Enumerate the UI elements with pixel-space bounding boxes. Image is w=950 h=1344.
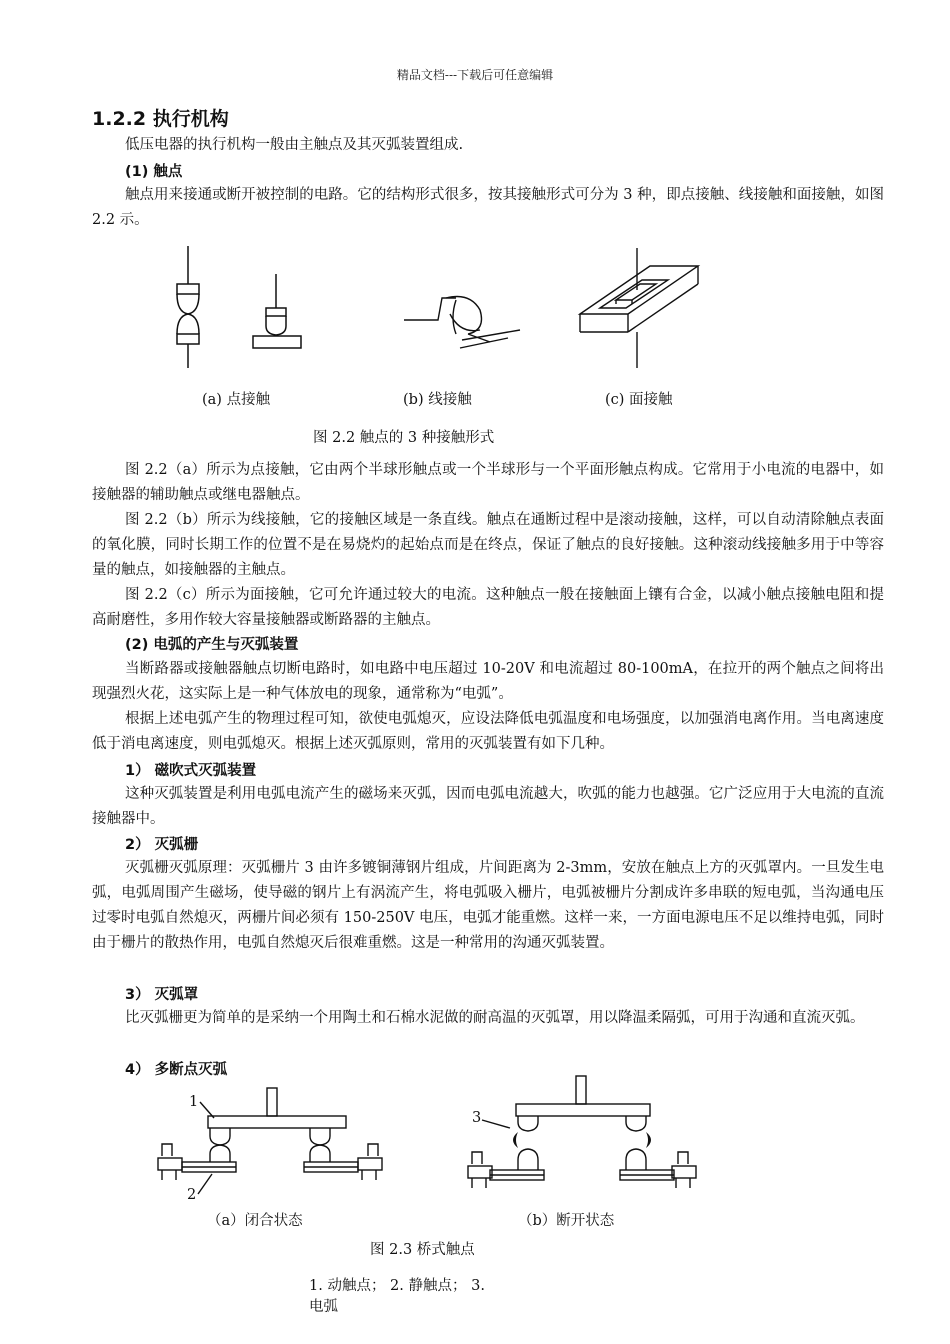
figure-2-2-label-c: (c) 面接触: [605, 392, 673, 408]
arc-paragraph-1: 当断路器或接触器触点切断电路时，如电路中电压超过 10-20V 和电流超过 80-100mA，在拉开的两个触点之间将出现强烈火花，这实际上是一种气体放电的现象，通常称为“电弧”。: [92, 661, 884, 702]
bridge-open-diagram: [468, 1076, 696, 1188]
arc-heading: (2) 电弧的产生与灭弧装置: [125, 637, 299, 653]
fig23-callout-2: 2: [187, 1187, 197, 1203]
arc-grid-paragraph: 灭弧栅灭弧原理：灭弧栅片 3 由许多镀铜薄钢片组成，片间距离为 2-3mm，安放在触点上方的灭弧罩内。一旦发生电弧，电弧周围产生磁场，使导磁的钢片上有涡流产生，将电弧吸入栅片，电弧被栅片分割成许多串联的短电弧，当沟通电压过零时电弧自然熄灭，两栅片间必须有 150-250V 电压，电弧才能重燃。这样一来，一方面电源电压不足以维持电弧，同时由于栅片的散热作用，电弧自然熄灭后很难重燃。这是一种常用的沟通灭弧装置。: [92, 860, 884, 951]
figure-2-2-label-b: (b) 线接触: [403, 392, 472, 408]
fig23-callout-3: 3: [472, 1110, 482, 1126]
page-header: 精品文档---下载后可任意编辑: [396, 68, 554, 82]
contacts-paragraph: 触点用来接通或断开被控制的电路。它的结构形式很多，按其接触形式可分为 3 种，即点接触、线接触和面接触，如图 2.2 示。: [92, 187, 884, 228]
intro-paragraph: 低压电器的执行机构一般由主触点及其灭弧装置组成.: [125, 137, 464, 153]
surface-contact-paragraph: 图 2.2（c）所示为面接触，它可允许通过较大的电流。这种触点一般在接触面上镶有合金，以减小触点接触电阻和提高耐磨性，多用作较大容量接触器或断路器的主触点。: [92, 587, 884, 628]
point-contact-diagram: [177, 246, 301, 368]
line-contact-diagram: [404, 297, 520, 349]
arc-chute-heading: 3） 灭弧罩: [125, 987, 199, 1003]
magnetic-blowout-paragraph: 这种灭弧装置是利用电弧电流产生的磁场来灭弧，因而电弧电流越大，吹弧的能力也越强。它广泛应用于大电流的直流接触器中。: [92, 786, 884, 827]
figure-2-2-label-a: (a) 点接触: [202, 392, 271, 408]
fig23-caption: 图 2.3 桥式触点: [370, 1242, 475, 1258]
fig23-label-a: （a）闭合状态: [207, 1213, 303, 1229]
section-title: 1.2.2 执行机构: [92, 108, 229, 130]
arc-marks: [513, 1132, 651, 1148]
figure-2-2-contact-types: [150, 238, 730, 378]
arc-paragraph-2: 根据上述电弧产生的物理过程可知，欲使电弧熄灭，应设法降低电弧温度和电场强度，以加强消电离作用。当电离速度低于消电离速度，则电弧熄灭。根据上述灭弧原则，常用的灭弧装置有如下几种。: [92, 711, 884, 752]
surface-contact-diagram: [580, 248, 698, 368]
multi-break-heading: 4） 多断点灭弧: [125, 1062, 228, 1078]
magnetic-blowout-heading: 1） 磁吹式灭弧装置: [125, 763, 257, 779]
figure-2-2-caption: 图 2.2 触点的 3 种接触形式: [313, 430, 495, 446]
fig23-legend: 1. 动触点； 2. 静触点； 3. 电弧: [309, 1278, 485, 1315]
contacts-heading: (1) 触点: [125, 164, 183, 180]
fig23-label-b: （b）断开状态: [518, 1213, 615, 1229]
figure-2-3-bridge-contacts: [150, 1070, 710, 1210]
fig23-callout-1: 1: [189, 1094, 199, 1110]
arc-chute-paragraph: 比灭弧栅更为简单的是采纳一个用陶土和石棉水泥做的耐高温的灭弧罩，用以降温柔隔弧，可用于沟通和直流灭弧。: [125, 1010, 865, 1026]
point-contact-paragraph: 图 2.2（a）所示为点接触，它由两个半球形触点或一个半球形与一个平面形触点构成。它常用于小电流的电器中，如接触器的辅助触点或继电器触点。: [92, 462, 884, 503]
arc-grid-heading: 2） 灭弧栅: [125, 837, 199, 853]
line-contact-paragraph: 图 2.2（b）所示为线接触，它的接触区域是一条直线。触点在通断过程中是滚动接触，这样，可以自动清除触点表面的氧化膜，同时长期工作的位置不是在易烧灼的起始点而是在终点，保证了触点的良好接触。这种滚动线接触多用于中等容量的触点，如接触器的主触点。: [92, 512, 884, 578]
